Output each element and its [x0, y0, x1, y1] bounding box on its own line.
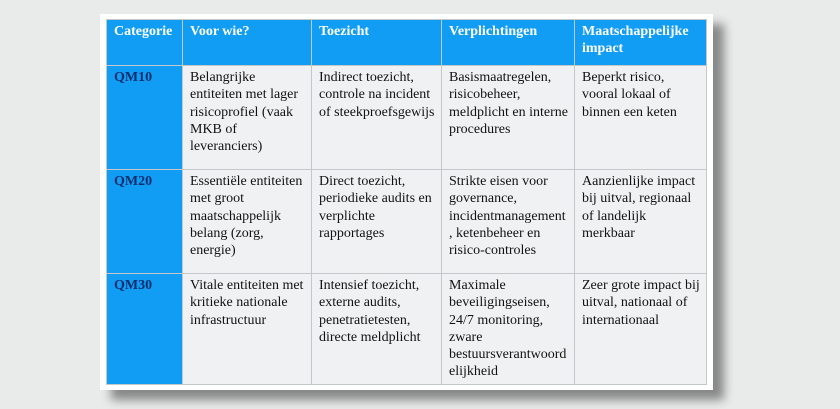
qm-categories-table [106, 19, 707, 385]
table-header-row [107, 20, 707, 66]
cell-qm20-toezicht: Direct toezicht, periodieke audits en verplichte rapportages [312, 170, 442, 274]
cell-qm10-impact: Beperkt risico, vooral lokaal of binnen een keten [575, 66, 707, 170]
category-cell-qm30: QM30 [107, 274, 183, 385]
col-header-toezicht: Toezicht [312, 20, 442, 66]
cell-qm20-voor-wie: Essentiële entiteiten met groot maatschappelijk belang (zorg, energie) [183, 170, 312, 274]
cell-qm10-verplichtingen: Basismaatregelen, risicobeheer, meldplicht en interne procedures [442, 66, 575, 170]
table-card [100, 14, 713, 390]
table-row-qm30 [107, 274, 707, 385]
category-cell-qm10: QM10 [107, 66, 183, 170]
col-header-voor-wie: Voor wie? [183, 20, 312, 66]
col-header-categorie: Categorie [107, 20, 183, 66]
cell-qm30-toezicht: Intensief toezicht, externe audits, penetratietesten, directe meldplicht [312, 274, 442, 385]
col-header-maatschappelijke-impact: Maatschappelijke impact [575, 20, 707, 66]
cell-qm30-verplichtingen: Maximale beveiligingseisen, 24/7 monitoring, zware bestuursverantwoordelijkheid [442, 274, 575, 385]
table-row-qm10 [107, 66, 707, 170]
cell-qm20-impact: Aanzienlijke impact bij uitval, regionaal of landelijk merkbaar [575, 170, 707, 274]
category-cell-qm20: QM20 [107, 170, 183, 274]
col-header-verplichtingen: Verplichtingen [442, 20, 575, 66]
cell-qm30-voor-wie: Vitale entiteiten met kritieke nationale infrastructuur [183, 274, 312, 385]
cell-qm30-impact: Zeer grote impact bij uitval, nationaal of internationaal [575, 274, 707, 385]
cell-qm20-verplichtingen: Strikte eisen voor governance, incidentmanagement, ketenbeheer en risico-controles [442, 170, 575, 274]
cell-qm10-voor-wie: Belangrijke entiteiten met lager risicoprofiel (vaak MKB of leveranciers) [183, 66, 312, 170]
table-row-qm20 [107, 170, 707, 274]
cell-qm10-toezicht: Indirect toezicht, controle na incident of steekproefsgewijs [312, 66, 442, 170]
